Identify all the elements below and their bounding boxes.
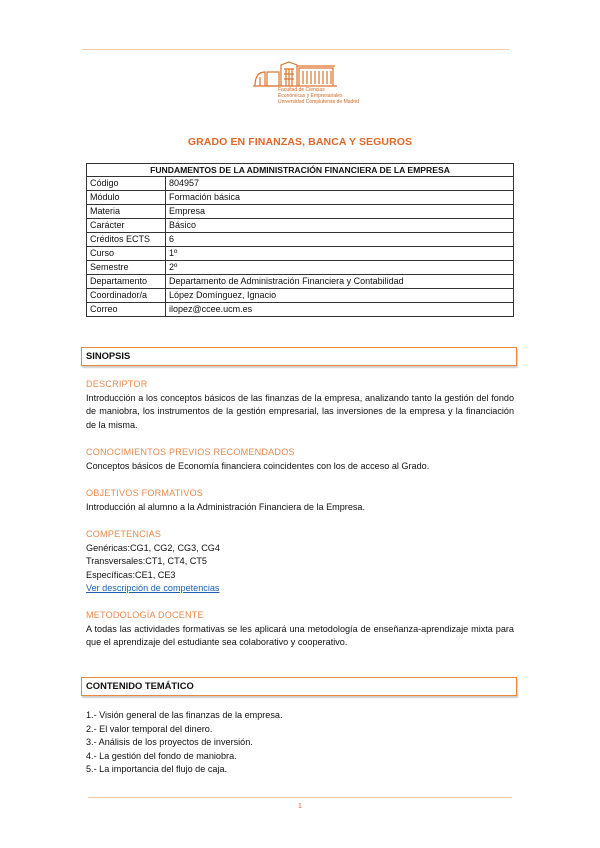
competencias-especificas: Específicas:CE1, CE3 <box>86 569 176 580</box>
metodologia-block <box>86 609 514 650</box>
sinopsis-section-header <box>81 347 517 366</box>
table-row <box>87 191 514 205</box>
row-value: López Domínguez, Ignacio <box>166 289 514 303</box>
logo-line-3: Universidad Complutense de Madrid <box>278 99 359 105</box>
metodologia-text: A todas las actividades formativas se les aplicará una metodología de enseñanza-aprendizaje mixta para que el aprendizaje del estudiante sea colaborativo y cooperativo. <box>86 623 514 648</box>
row-key: Semestre <box>87 261 166 275</box>
contenido-section-header <box>81 677 517 696</box>
list-item: 1.- Visión general de las finanzas de la empresa. <box>86 710 283 720</box>
table-header-row <box>87 164 514 177</box>
table-row <box>87 177 514 191</box>
contenido-list <box>86 709 514 777</box>
logo-line-1: Facultad de Ciencias <box>278 87 325 93</box>
competencias-genericas: Genéricas:CG1, CG2, CG3, CG4 <box>86 542 220 553</box>
row-value: Departamento de Administración Financiera y Contabilidad <box>166 275 514 289</box>
list-item: 2.- El valor temporal del dinero. <box>86 723 213 734</box>
page-number: 1 <box>298 803 302 810</box>
row-value: Básico <box>166 219 514 233</box>
table-row <box>87 233 514 247</box>
descriptor-heading: DESCRIPTOR <box>86 379 148 389</box>
objetivos-text: Introducción al alumno a la Administración Financiera de la Empresa. <box>86 501 366 512</box>
course-info-table <box>86 163 514 317</box>
table-row <box>87 219 514 233</box>
descriptor-block <box>86 378 514 432</box>
competencias-block <box>86 528 514 596</box>
table-row <box>87 289 514 303</box>
table-row <box>87 275 514 289</box>
faculty-logo <box>251 60 359 112</box>
row-value: 804957 <box>166 177 514 191</box>
objetivos-heading: OBJETIVOS FORMATIVOS <box>86 488 204 498</box>
row-value: Empresa <box>166 205 514 219</box>
list-item: 3.- Análisis de los proyectos de inversión. <box>86 737 253 748</box>
section-title: SINOPSIS <box>86 350 131 361</box>
footer-rule <box>88 797 512 798</box>
competencias-link[interactable]: Ver descripción de competencias <box>86 583 220 594</box>
conocimientos-block <box>86 446 514 473</box>
list-item: 4.- La gestión del fondo de maniobra. <box>86 750 237 761</box>
descriptor-text: Introducción a los conceptos básicos de las finanzas de la empresa, analizando tanto la gestión del fondo de maniobra, los instrumentos de la gestión empresarial, las inversiones de la empresa y la financiación de la misma. <box>86 392 514 430</box>
objetivos-block <box>86 487 514 514</box>
course-name: FUNDAMENTOS DE LA ADMINISTRACIÓN FINANCIERA DE LA EMPRESA <box>87 164 514 177</box>
row-value: Formación básica <box>166 191 514 205</box>
row-value: 2º <box>166 261 514 275</box>
metodologia-heading: METODOLOGÍA DOCENTE <box>86 610 204 620</box>
table-row <box>87 303 514 317</box>
section-title: CONTENIDO TEMÁTICO <box>86 680 194 691</box>
row-key: Correo <box>87 303 166 317</box>
logo-line-2: Económicas y Empresariales <box>278 93 343 99</box>
degree-title: GRADO EN FINANZAS, BANCA Y SEGUROS <box>187 136 413 148</box>
header-rule <box>82 49 509 50</box>
row-key: Módulo <box>87 191 166 205</box>
row-key: Créditos ECTS <box>87 233 166 247</box>
conocimientos-text: Conceptos básicos de Economía financiera coincidentes con los de acceso al Grado. <box>86 460 430 471</box>
competencias-transversales: Transversales:CT1, CT4, CT5 <box>86 556 207 567</box>
row-key: Curso <box>87 247 166 261</box>
row-key: Código <box>87 177 166 191</box>
table-row <box>87 261 514 275</box>
row-value: ilopez@ccee.ucm.es <box>166 303 514 317</box>
table-row <box>87 205 514 219</box>
row-value: 6 <box>166 233 514 247</box>
row-key: Carácter <box>87 219 166 233</box>
row-key: Materia <box>87 205 166 219</box>
row-key: Departamento <box>87 275 166 289</box>
logo-tagline <box>278 87 359 105</box>
competencias-heading: COMPETENCIAS <box>86 529 162 539</box>
row-value: 1º <box>166 247 514 261</box>
list-item: 5.- La importancia del flujo de caja. <box>86 764 228 775</box>
table-row <box>87 247 514 261</box>
conocimientos-heading: CONOCIMIENTOS PREVIOS RECOMENDADOS <box>86 447 295 457</box>
row-key: Coordinador/a <box>87 289 166 303</box>
